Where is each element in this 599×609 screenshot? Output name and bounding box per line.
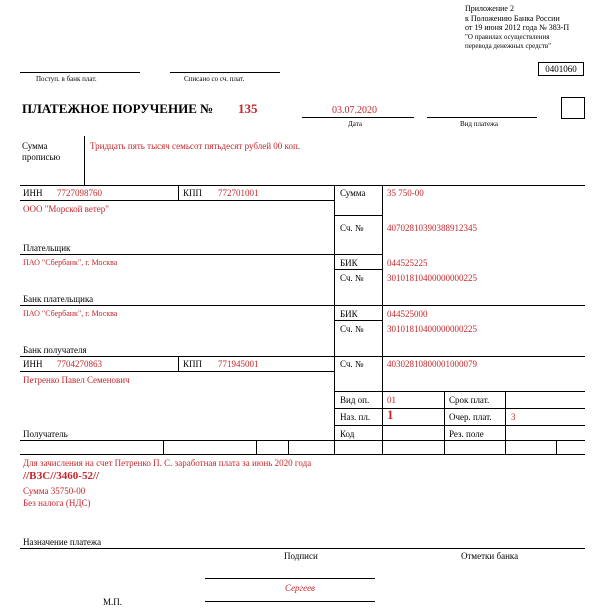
sum-label: Сумма <box>340 188 366 198</box>
amount-words-label <box>22 141 60 163</box>
payee-name: Петренко Павел Семенович <box>23 375 130 385</box>
payer-kpp: 772701001 <box>218 188 259 198</box>
payer-bank-bik: 044525225 <box>387 258 428 268</box>
appendix-line: Приложение 2 <box>465 4 514 13</box>
purpose-line: //ВЗС//3460-52// <box>23 470 100 482</box>
status-box <box>561 97 585 119</box>
payee-bank-bik: 044525000 <box>387 309 428 319</box>
purpose-line: Без налога (НДС) <box>23 498 91 508</box>
op-type-label: Вид оп. <box>340 395 370 405</box>
date-label: Дата <box>348 120 362 128</box>
purpose-line: Для зачисления на счет Петренко П. С. заработная плата за июнь 2020 года <box>23 458 312 468</box>
purpose-line: Сумма 35750-00 <box>23 486 86 496</box>
payer-account-label: Сч. № <box>340 223 364 233</box>
document-title: ПЛАТЕЖНОЕ ПОРУЧЕНИЕ № <box>22 101 214 116</box>
purpose-label: Назначение платежа <box>23 537 102 547</box>
payer-kpp-label: КПП <box>183 188 203 198</box>
appendix-line: к Положению Банка России <box>465 13 560 23</box>
order-value: 3 <box>511 412 516 422</box>
purpose-code-value: 1 <box>387 407 394 422</box>
payee-inn-label: ИНН <box>23 359 43 369</box>
amount-words-value: Тридцать пять тысяч семьсот пятьдесят рублей 00 коп. <box>90 141 301 151</box>
payer-bank-bik-label: БИК <box>340 258 358 268</box>
amount-words-label-line: прописью <box>22 152 61 162</box>
payer-inn-label: ИНН <box>23 188 43 198</box>
payer-label: Плательщик <box>23 243 71 253</box>
payee-bank-name: ПАО "Сбербанк", г. Москва <box>23 309 118 318</box>
received-label: Поступ. в банк плат. <box>36 75 97 83</box>
code-label: Код <box>340 429 355 439</box>
amount-words-label-line: Сумма <box>22 141 48 151</box>
bank-marks-label: Отметки банка <box>461 551 519 561</box>
appendix-line: перевода денежных средств" <box>465 42 552 50</box>
payer-bank-corr: 30101810400000000225 <box>387 273 477 283</box>
document-number: 135 <box>238 101 258 116</box>
payee-account: 40302810800001000079 <box>387 359 477 369</box>
stamp-label: М.П. <box>103 597 123 607</box>
appendix-line: от 19 июня 2012 года № 383-П <box>465 23 570 32</box>
payer-bank-name: ПАО "Сбербанк", г. Москва <box>23 258 118 267</box>
payer-bank-corr-label: Сч. № <box>340 273 364 283</box>
payee-label: Получатель <box>23 429 68 439</box>
payee-account-label: Сч. № <box>340 359 364 369</box>
signature: Сергеев <box>285 583 315 593</box>
payee-kpp-label: КПП <box>183 359 203 369</box>
payment-type-label: Вид платежа <box>460 120 499 128</box>
payee-bank-corr-label: Сч. № <box>340 324 364 334</box>
signatures-label: Подписи <box>284 551 318 561</box>
op-type-value: 01 <box>387 395 396 405</box>
payee-bank-bik-label: БИК <box>340 309 358 319</box>
sum-value: 35 750-00 <box>387 188 424 198</box>
term-label: Срок плат. <box>449 395 490 405</box>
payer-account: 40702810390388912345 <box>387 223 477 233</box>
appendix-line: "О правилах осуществления <box>465 32 550 41</box>
payee-inn: 7704270863 <box>57 359 102 369</box>
payee-bank-label: Банк получателя <box>23 345 87 355</box>
appendix-block <box>465 4 569 52</box>
payer-inn: 7727098760 <box>57 188 102 198</box>
payee-bank-corr: 30101810400000000225 <box>387 324 477 334</box>
purpose-code-label: Наз. пл. <box>340 412 371 422</box>
reserve-label: Рез. поле <box>449 429 484 439</box>
order-label: Очер. плат. <box>449 412 492 422</box>
form-code: 0401060 <box>538 62 584 76</box>
payee-kpp: 771945001 <box>218 359 259 369</box>
document-date: 03.07.2020 <box>332 105 377 116</box>
payer-bank-label: Банк плательщика <box>23 294 94 304</box>
payer-name: ООО "Морской ветер" <box>23 204 109 214</box>
debited-label: Списано со сч. плат. <box>184 75 245 83</box>
